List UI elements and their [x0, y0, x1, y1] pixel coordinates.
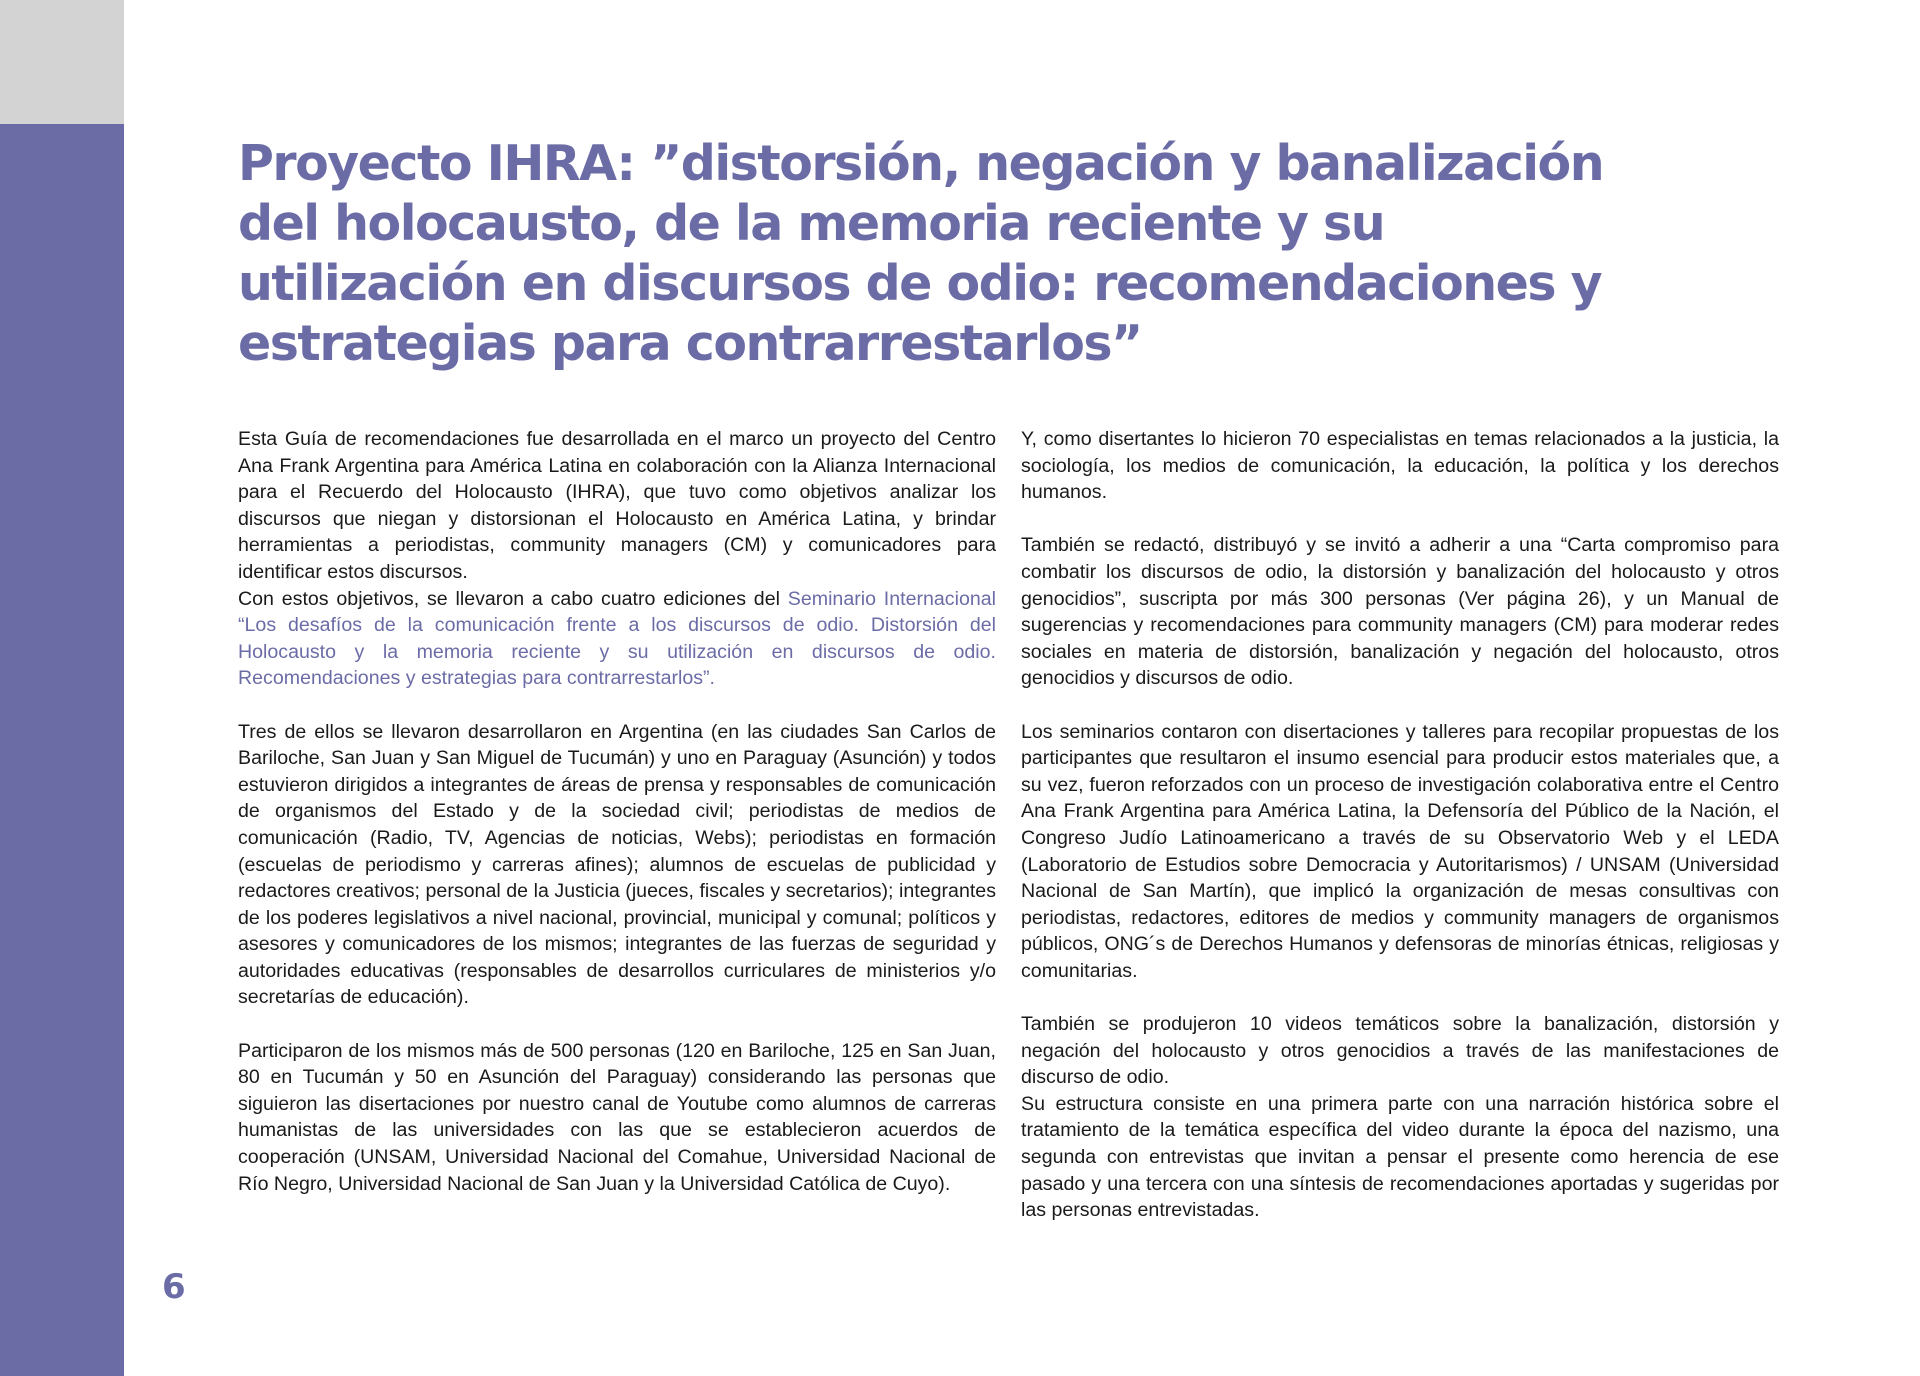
paragraph-seminars-work: Los seminarios contaron con disertaciones y talleres para recopilar propuestas de los participantes que resultaron el insumo esencial para producir estos materiales que, a su vez, fueron reforzados con un proceso de investigación colaborativa entre el Centro Ana Frank Argentina para América Latina, la Defensoría del Público de la Nación, el Congreso Judío Latinoamericano a través de su Observatorio Web y el LEDA (Laboratorio de Estudios sobre Democracia y Autoritarismos) / UNSAM (Universidad Nacional de San Martín), que implicó la organización de mesas consultivas con periodistas, redactores, editores de medios y community managers de organismos públicos, ONG´s de Derechos Humanos y defensoras de minorías étnicas, religiosas y comunitarias.	[1021, 720, 1779, 982]
sidebar-band	[0, 124, 124, 1376]
paragraph-videos: También se produjeron 10 videos temáticos sobre la banalización, distorsión y negación del holocausto y otros genocidios a través de las manifestaciones de discurso de odio.	[1021, 1013, 1779, 1089]
paragraph-participants: Participaron de los mismos más de 500 personas (120 en Bariloche, 125 en San Juan, 80 en Tucumán y 50 en Asunción del Paraguay) considerando las personas que siguieron las disertaciones por nuestro canal de Youtube como alumnos de carreras humanistas de las universidades con las que se establecieron acuerdos de cooperación (UNSAM, Universidad Nacional del Comahue, Universidad Nacional de Río Negro, Universidad Nacional de San Juan y la Universidad Católica de Cuyo).	[238, 1039, 996, 1195]
page-number: 6	[162, 1267, 186, 1307]
right-column	[1021, 426, 1779, 1250]
paragraph-speakers: Y, como disertantes lo hicieron 70 especialistas en temas relacionados a la justicia, la sociología, los medios de comunicación, la educación, la política y los derechos humanos.	[1021, 428, 1779, 504]
left-column	[238, 426, 996, 1224]
paragraph-seminar	[238, 586, 996, 692]
sidebar-top-block	[0, 0, 124, 124]
paragraph-editions: Tres de ellos se llevaron desarrollaron en Argentina (en las ciudades San Carlos de Bariloche, San Juan y San Miguel de Tucumán) y uno en Paraguay (Asunción) y todos estuvieron dirigidos a integrantes de áreas de prensa y responsables de comunicación de organismos del Estado y de la sociedad civil; periodistas de medios de comunicación (Radio, TV, Agencias de noticias, Webs); periodistas en formación (escuelas de periodismo y carreras afines); alumnos de escuelas de publicidad y redactores creativos; personal de la Justicia (jueces, fiscales y secretarios); integrantes de los poderes legislativos a nivel nacional, provincial, municipal y comunal; políticos y asesores y comunicadores de los mismos; integrantes de las fuerzas de seguridad y autoridades educativas (responsables de desarrollos curriculares de ministerios y/o secretarías de educación).	[238, 720, 996, 1009]
paragraph-structure: Su estructura consiste en una primera parte con una narración histórica sobre el tratamiento de la temática específica del video durante la época del nazismo, una segunda con entrevistas que invitan a pensar el presente como herencia de ese pasado y una tercera con una síntesis de recomendaciones aportadas y sugeridas por las personas entrevistadas.	[1021, 1092, 1779, 1222]
seminar-title-link[interactable]: Seminario Internacional “Los desafíos de la comunicación frente a los discursos de odio. Distorsión del Holocausto y la memoria reciente y su utilización en discursos de odio. Recomendaciones y estrategias para contrarrestarlos”.	[238, 587, 996, 690]
paragraph-intro: Esta Guía de recomendaciones fue desarrollada en el marco un proyecto del Centro Ana Frank Argentina para América Latina en colaboración con la Alianza Internacional para el Recuerdo del Holocausto (IHRA), que tuvo como objetivos analizar los discursos que niegan y distorsionan el Holocausto en América Latina, y brindar herramientas a periodistas, community managers (CM) y comunicadores para identificar estos discursos.	[238, 428, 996, 583]
paragraph-letter: También se redactó, distribuyó y se invitó a adherir a una “Carta compromiso para combatir los discursos de odio, la distorsión y banalización del holocausto y otros genocidios”, suscripta por más 300 personas (Ver página 26), y un Manual de sugerencias y recomendaciones para community managers (CM) para moderar redes sociales en materia de distorsión, banalización y negación del holocausto, otros genocidios y discursos de odio.	[1021, 534, 1779, 690]
paragraph-seminar-intro: Con estos objetivos, se llevaron a cabo cuatro ediciones del	[238, 587, 788, 610]
page-title: Proyecto IHRA: ”distorsión, negación y banalización del holocausto, de la memoria reciente y su utilización en discursos de odio: recomendaciones y estrategias para contrarrestarlos”	[238, 135, 1604, 372]
